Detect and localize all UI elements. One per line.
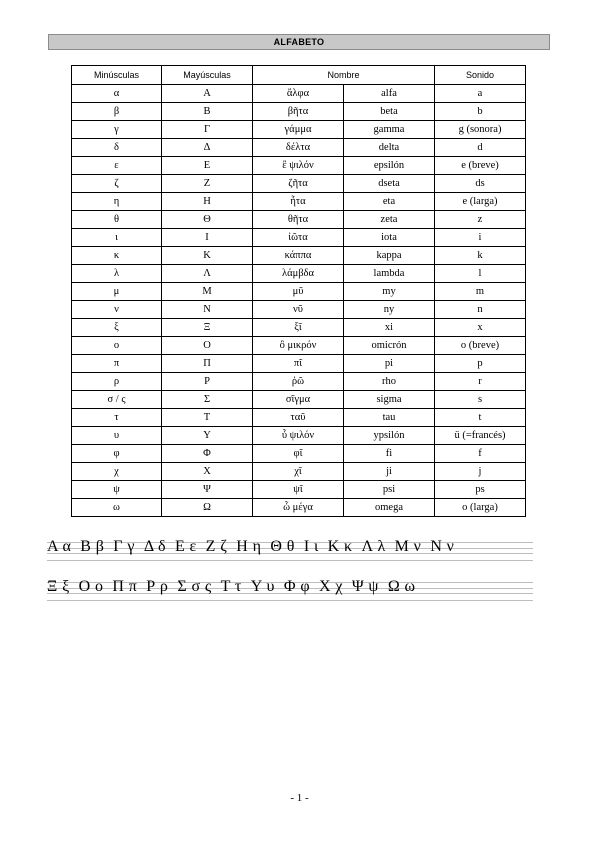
cell-sound: x — [435, 319, 526, 337]
cell-uppercase: Φ — [162, 445, 253, 463]
cell-uppercase: Β — [162, 103, 253, 121]
cell-transliteration: my — [344, 283, 435, 301]
cell-greek-name: μῦ — [253, 283, 344, 301]
cell-lowercase: ο — [72, 337, 162, 355]
table-row — [72, 301, 526, 319]
table-row — [72, 157, 526, 175]
cell-lowercase: γ — [72, 121, 162, 139]
cell-lowercase: φ — [72, 445, 162, 463]
header-lowercase: Minúsculas — [72, 66, 162, 85]
cell-uppercase: Ρ — [162, 373, 253, 391]
cell-uppercase: Η — [162, 193, 253, 211]
letter-pair: Ι ι — [303, 538, 319, 555]
cell-lowercase: σ / ς — [72, 391, 162, 409]
cell-transliteration: fi — [344, 445, 435, 463]
table-row — [72, 481, 526, 499]
cell-greek-name: νῦ — [253, 301, 344, 319]
table-row — [72, 355, 526, 373]
cell-uppercase: Ξ — [162, 319, 253, 337]
cell-lowercase: ω — [72, 499, 162, 517]
cell-lowercase: τ — [72, 409, 162, 427]
cell-lowercase: ξ — [72, 319, 162, 337]
letter-pair: Χ χ — [318, 578, 343, 595]
cell-greek-name: φῖ — [253, 445, 344, 463]
letter-pair: Φ φ — [283, 578, 310, 595]
cell-lowercase: ν — [72, 301, 162, 319]
letter-pair: Ν ν — [430, 538, 455, 555]
table-row — [72, 445, 526, 463]
cell-sound: s — [435, 391, 526, 409]
table-row — [72, 247, 526, 265]
table-row — [72, 121, 526, 139]
cell-greek-name: ἦτα — [253, 193, 344, 211]
cell-uppercase: Χ — [162, 463, 253, 481]
cell-uppercase: Ε — [162, 157, 253, 175]
cell-lowercase: μ — [72, 283, 162, 301]
cell-transliteration: ny — [344, 301, 435, 319]
cell-greek-name: ὦ μέγα — [253, 499, 344, 517]
cell-sound: m — [435, 283, 526, 301]
cell-sound: b — [435, 103, 526, 121]
table-row — [72, 499, 526, 517]
letter-pair: Θ θ — [270, 538, 295, 555]
cell-sound: g (sonora) — [435, 121, 526, 139]
cell-greek-name: θῆτα — [253, 211, 344, 229]
cell-uppercase: Υ — [162, 427, 253, 445]
cell-sound: t — [435, 409, 526, 427]
page-number: - 1 - — [290, 792, 309, 804]
letter-pair: Ψ ψ — [351, 578, 379, 595]
cell-uppercase: Λ — [162, 265, 253, 283]
cell-sound: f — [435, 445, 526, 463]
letter-pair: Γ γ — [113, 538, 135, 555]
practice-line-2 — [47, 580, 533, 602]
cell-lowercase: π — [72, 355, 162, 373]
table-row — [72, 85, 526, 103]
cell-sound: ds — [435, 175, 526, 193]
cell-sound: d — [435, 139, 526, 157]
cell-lowercase: α — [72, 85, 162, 103]
cell-uppercase: Τ — [162, 409, 253, 427]
table-row — [72, 409, 526, 427]
cell-uppercase: Ω — [162, 499, 253, 517]
cell-sound: l — [435, 265, 526, 283]
cell-transliteration: epsilón — [344, 157, 435, 175]
table-row — [72, 211, 526, 229]
cell-lowercase: ψ — [72, 481, 162, 499]
cell-sound: j — [435, 463, 526, 481]
practice-line-1 — [47, 540, 533, 562]
table-row — [72, 391, 526, 409]
cell-uppercase: Κ — [162, 247, 253, 265]
cell-uppercase: Μ — [162, 283, 253, 301]
cell-sound: e (breve) — [435, 157, 526, 175]
cell-transliteration: ypsilón — [344, 427, 435, 445]
cell-uppercase: Ι — [162, 229, 253, 247]
letter-pair: Υ υ — [250, 578, 275, 595]
table-row — [72, 463, 526, 481]
letter-pair: Α α — [47, 538, 72, 555]
cell-transliteration: kappa — [344, 247, 435, 265]
cell-sound: p — [435, 355, 526, 373]
letter-pair: Τ τ — [220, 578, 242, 595]
table-row — [72, 103, 526, 121]
table-row — [72, 139, 526, 157]
table-row — [72, 193, 526, 211]
letter-pair: Μ ν — [394, 538, 422, 555]
cell-sound: i — [435, 229, 526, 247]
table-row — [72, 373, 526, 391]
cell-greek-name: χῖ — [253, 463, 344, 481]
cell-sound: ps — [435, 481, 526, 499]
cell-transliteration: gamma — [344, 121, 435, 139]
cell-greek-name: ἰῶτα — [253, 229, 344, 247]
cell-uppercase: Π — [162, 355, 253, 373]
table-header-row — [72, 66, 526, 85]
cell-transliteration: eta — [344, 193, 435, 211]
cell-lowercase: ι — [72, 229, 162, 247]
cell-uppercase: Θ — [162, 211, 253, 229]
cell-greek-name: γάμμα — [253, 121, 344, 139]
table-row — [72, 229, 526, 247]
cell-greek-name: ὖ ψιλόν — [253, 427, 344, 445]
cell-lowercase: λ — [72, 265, 162, 283]
table-row — [72, 283, 526, 301]
letter-pair: Ε ε — [174, 538, 197, 555]
cell-uppercase: Ο — [162, 337, 253, 355]
cell-transliteration: zeta — [344, 211, 435, 229]
cell-uppercase: Γ — [162, 121, 253, 139]
table-row — [72, 265, 526, 283]
letter-pair: Λ λ — [361, 538, 386, 555]
cell-sound: r — [435, 373, 526, 391]
cell-sound: o (larga) — [435, 499, 526, 517]
cell-greek-name: ψῖ — [253, 481, 344, 499]
cell-transliteration: rho — [344, 373, 435, 391]
letter-pair: Σ σ ς — [177, 578, 212, 595]
header-sound: Sonido — [435, 66, 526, 85]
cell-uppercase: Α — [162, 85, 253, 103]
header-uppercase: Mayúsculas — [162, 66, 253, 85]
cell-lowercase: χ — [72, 463, 162, 481]
page-title: ALFABETO — [48, 34, 550, 50]
cell-lowercase: η — [72, 193, 162, 211]
cell-transliteration: alfa — [344, 85, 435, 103]
letter-pair: Η η — [236, 538, 262, 555]
cell-lowercase: ζ — [72, 175, 162, 193]
cell-uppercase: Σ — [162, 391, 253, 409]
letter-pair: Π π — [112, 578, 138, 595]
cell-uppercase: Ν — [162, 301, 253, 319]
cell-greek-name: βῆτα — [253, 103, 344, 121]
cell-transliteration: omega — [344, 499, 435, 517]
cell-sound: o (breve) — [435, 337, 526, 355]
alphabet-table — [71, 65, 526, 517]
cell-lowercase: δ — [72, 139, 162, 157]
cell-sound: a — [435, 85, 526, 103]
cell-transliteration: sigma — [344, 391, 435, 409]
header-name: Nombre — [253, 66, 435, 85]
table-row — [72, 319, 526, 337]
letter-pair: Ρ ρ — [146, 578, 169, 595]
cell-uppercase: Ψ — [162, 481, 253, 499]
cell-uppercase: Ζ — [162, 175, 253, 193]
cell-sound: e (larga) — [435, 193, 526, 211]
cell-greek-name: δέλτα — [253, 139, 344, 157]
cell-greek-name: ζῆτα — [253, 175, 344, 193]
cell-greek-name: ξῖ — [253, 319, 344, 337]
cell-greek-name: ἄλφα — [253, 85, 344, 103]
letter-pair: Ο ο — [78, 578, 104, 595]
cell-greek-name: σῖγμα — [253, 391, 344, 409]
cell-lowercase: β — [72, 103, 162, 121]
cell-transliteration: dseta — [344, 175, 435, 193]
letter-pair: Δ δ — [143, 538, 166, 555]
cell-lowercase: θ — [72, 211, 162, 229]
cell-lowercase: υ — [72, 427, 162, 445]
cell-uppercase: Δ — [162, 139, 253, 157]
cell-sound: ü (=francés) — [435, 427, 526, 445]
cell-transliteration: psi — [344, 481, 435, 499]
cell-greek-name: ἒ ψιλόν — [253, 157, 344, 175]
cell-transliteration: ji — [344, 463, 435, 481]
cell-lowercase: κ — [72, 247, 162, 265]
cell-lowercase: ε — [72, 157, 162, 175]
table-row — [72, 337, 526, 355]
letter-pair: Ζ ζ — [205, 538, 228, 555]
cell-greek-name: πῖ — [253, 355, 344, 373]
letter-pair: Ξ ξ — [47, 578, 70, 595]
cell-lowercase: ρ — [72, 373, 162, 391]
cell-sound: k — [435, 247, 526, 265]
table-row — [72, 175, 526, 193]
table-row — [72, 427, 526, 445]
letter-pair: Κ κ — [327, 538, 353, 555]
cell-transliteration: beta — [344, 103, 435, 121]
cell-transliteration: xi — [344, 319, 435, 337]
cell-greek-name: λάμβδα — [253, 265, 344, 283]
cell-sound: n — [435, 301, 526, 319]
cell-greek-name: ταῦ — [253, 409, 344, 427]
cell-transliteration: omicrón — [344, 337, 435, 355]
letter-pair: Ω ω — [387, 578, 416, 595]
cell-transliteration: lambda — [344, 265, 435, 283]
cell-transliteration: delta — [344, 139, 435, 157]
cell-greek-name: ῥῶ — [253, 373, 344, 391]
cell-greek-name: ὂ μικρόν — [253, 337, 344, 355]
cell-sound: z — [435, 211, 526, 229]
cell-transliteration: pi — [344, 355, 435, 373]
cell-greek-name: κάππα — [253, 247, 344, 265]
letter-pair: Β β — [80, 538, 105, 555]
cell-transliteration: iota — [344, 229, 435, 247]
cell-transliteration: tau — [344, 409, 435, 427]
